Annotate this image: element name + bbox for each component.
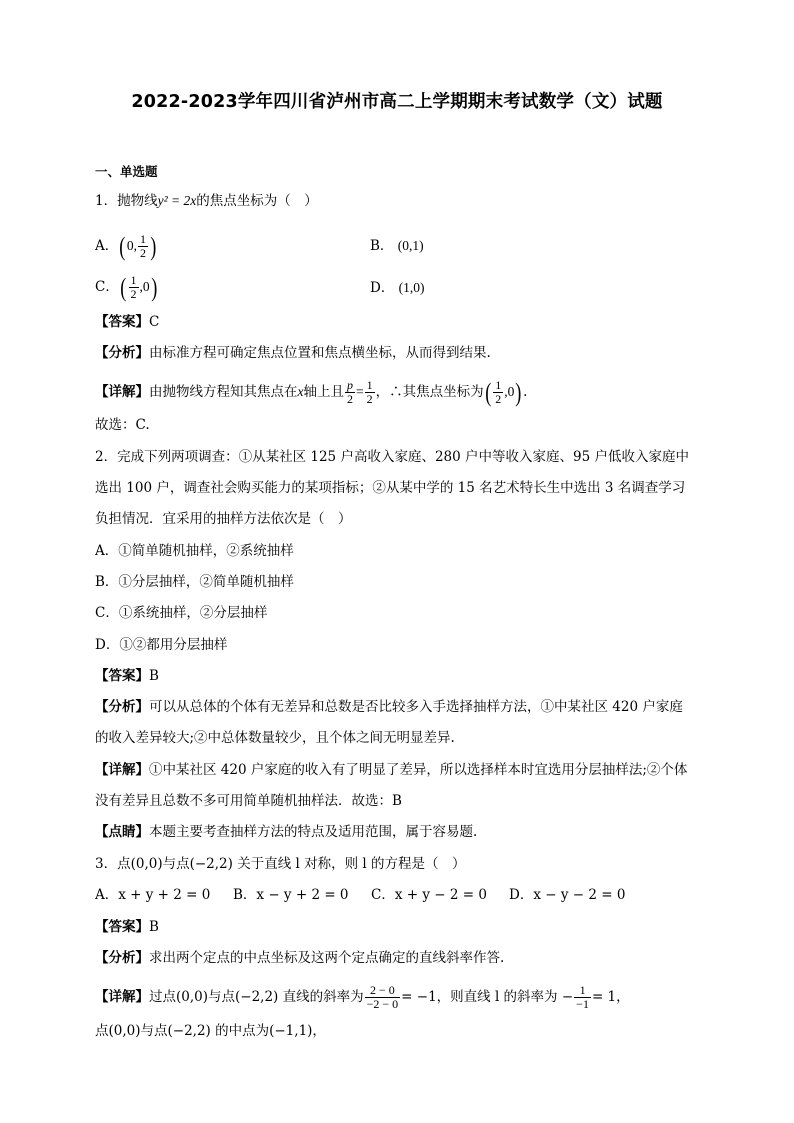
page-title: 2022-2023学年四川省泸州市高二上学期期末考试数学（文）试题 (131, 92, 663, 112)
q1-option-d-label: D． (370, 280, 395, 296)
q2-analysis-line2: 的收入差异较大;②中总体数量较少，且个体之间无明显差异. (95, 730, 455, 746)
analysis-tag: 【分析】 (95, 699, 149, 715)
q3-detail-text-b: = −1，则直线 l 的斜率为 − (401, 989, 574, 1005)
q3-slope-den: −2 − 0 (366, 997, 399, 1011)
detail-tag: 【详解】 (95, 762, 149, 778)
q2-comment-text: 本题主要考查抽样方法的特点及适用范围，属于容易题. (149, 824, 478, 840)
q2-analysis-line1 (95, 698, 683, 716)
q3-detail (95, 984, 630, 1011)
q3-perp-num: 1 (574, 984, 591, 998)
q3-perp-den: −1 (576, 997, 589, 1011)
q2-answer (95, 667, 159, 685)
answer-tag: 【答案】 (95, 314, 149, 330)
q1-equation: y² = 2x (157, 193, 197, 208)
q2-option-c: C．①系统抽样，②分层抽样 (95, 605, 268, 621)
q1-option-a-fraction: $\frac{1}{2}$ (140, 232, 147, 260)
q3-detail-text-a: 过点(0,0)与点(−2,2) 直线的斜率为 (149, 989, 364, 1005)
q1-option-b-value: (0,1) (397, 238, 424, 253)
q3-answer (95, 918, 159, 936)
q2-option-d: D．①②都用分层抽样 (95, 637, 228, 653)
detail-tag: 【详解】 (95, 989, 149, 1005)
q3-midpoint: 点(0,0)与点(−2,2) 的中点为(−1,1)， (95, 1023, 326, 1039)
answer-tag: 【答案】 (95, 668, 149, 684)
q2-option-a: A．①简单随机抽样，②系统抽样 (95, 543, 294, 559)
q1-option-b (370, 234, 424, 254)
q1-option-c-label: C． (95, 279, 119, 295)
q2-detail-text1: ①中某社区 420 户家庭的收入有了明显了差异，所以选择样本时宜选用分层抽样法;②个体 (149, 762, 688, 778)
q2-detail-line1 (95, 761, 687, 779)
q3-analysis (95, 949, 504, 967)
q1-option-c: C．( $\frac{1}{2}$ ,0) (95, 272, 158, 302)
q2-analysis-text1: 可以从总体的个体有无差异和总数是否比较多入手选择抽样方法，①中某社区 420 户家庭 (149, 699, 683, 715)
q3-option-a: A．x + y + 2 = 0 (95, 887, 211, 903)
q1-detail-text-b: 轴上且 (303, 384, 344, 400)
q2-stem-line1: 2．完成下列两项调查：①从某社区 125 户高收入家庭、280 户中等收入家庭、95 户低收入家庭中 (95, 449, 689, 465)
q3-analysis-text: 求出两个定点的中点坐标及这两个定点确定的直线斜率作答. (149, 950, 505, 966)
q1-option-a: A．(0, $\frac{1}{2}$ ) (95, 231, 157, 261)
q3-options (95, 886, 625, 904)
q1-stem (95, 192, 318, 210)
q1-analysis-text: 由标准方程可确定焦点位置和焦点横坐标，从而得到结果. (149, 345, 491, 361)
q2-stem-line2: 选出 100 户，调查社会购买能力的某项指标；②从某中学的 15 名艺术特长生中选出 3 名调查学习 (95, 480, 686, 496)
q1-detail-x: x (297, 384, 304, 399)
q1-answer-value: C (149, 314, 160, 330)
q3-stem: 3．点(0,0)与点(−2,2) 关于直线 l 对称，则 l 的方程是（ ） (95, 856, 466, 872)
q1-detail-text-c: ，∴其焦点坐标为 (375, 384, 484, 400)
analysis-tag: 【分析】 (95, 950, 149, 966)
q3-slope-fraction (365, 984, 401, 1011)
q2-option-b: B．①分层抽样，②简单随机抽样 (95, 574, 294, 590)
q3-option-d: D．x − y − 2 = 0 (509, 887, 626, 903)
q3-answer-value: B (149, 919, 159, 935)
detail-tag: 【详解】 (95, 384, 149, 400)
q1-detail-frac-focus: $\frac{1}{2}$ (495, 378, 502, 406)
q2-detail-line2: 没有差异且总数不多可用简单随机抽样法．故选：B (95, 793, 402, 809)
q1-detail: 【详解】由抛物线方程知其焦点在x轴上且 $\frac{p}{2}$ = $\frac{1}{2}$ ，∴其焦点坐标为( $\frac{1}{2}$ ,0). (95, 377, 528, 407)
q1-detail-frac-half: $\frac{1}{2}$ (366, 378, 373, 406)
q1-analysis (95, 344, 491, 362)
q1-detail-text-a: 由抛物线方程知其焦点在 (149, 384, 298, 400)
q3-option-b: B．x − y + 2 = 0 (233, 887, 349, 903)
q1-stem-suffix: 的焦点坐标为（ ） (196, 193, 318, 209)
q2-answer-value: B (149, 668, 159, 684)
q1-option-c-fraction: $\frac{1}{2}$ (130, 273, 137, 301)
analysis-tag: 【分析】 (95, 345, 149, 361)
q2-stem-line3: 负担情况．宜采用的抽样方法依次是（ ） (95, 511, 352, 527)
answer-tag: 【答案】 (95, 919, 149, 935)
q1-detail-frac-p: $\frac{p}{2}$ (347, 378, 353, 406)
q3-option-c: C．x + y − 2 = 0 (371, 887, 487, 903)
section-heading: 一、单选题 (95, 164, 158, 179)
q3-perp-fraction (574, 984, 591, 1011)
q3-slope-num: 2 − 0 (365, 984, 401, 998)
q1-conclusion: 故选：C. (95, 417, 150, 433)
q1-option-b-label: B． (370, 238, 394, 254)
q2-comment (95, 823, 477, 841)
comment-tag: 【点睛】 (95, 824, 149, 840)
q3-detail-text-c: = 1， (591, 989, 630, 1005)
q1-stem-prefix: 1．抛物线 (95, 193, 158, 209)
q1-option-d-value: (1,0) (398, 280, 425, 295)
q1-option-d (370, 276, 425, 296)
q1-option-a-label: A． (95, 238, 119, 254)
q1-answer (95, 313, 159, 331)
